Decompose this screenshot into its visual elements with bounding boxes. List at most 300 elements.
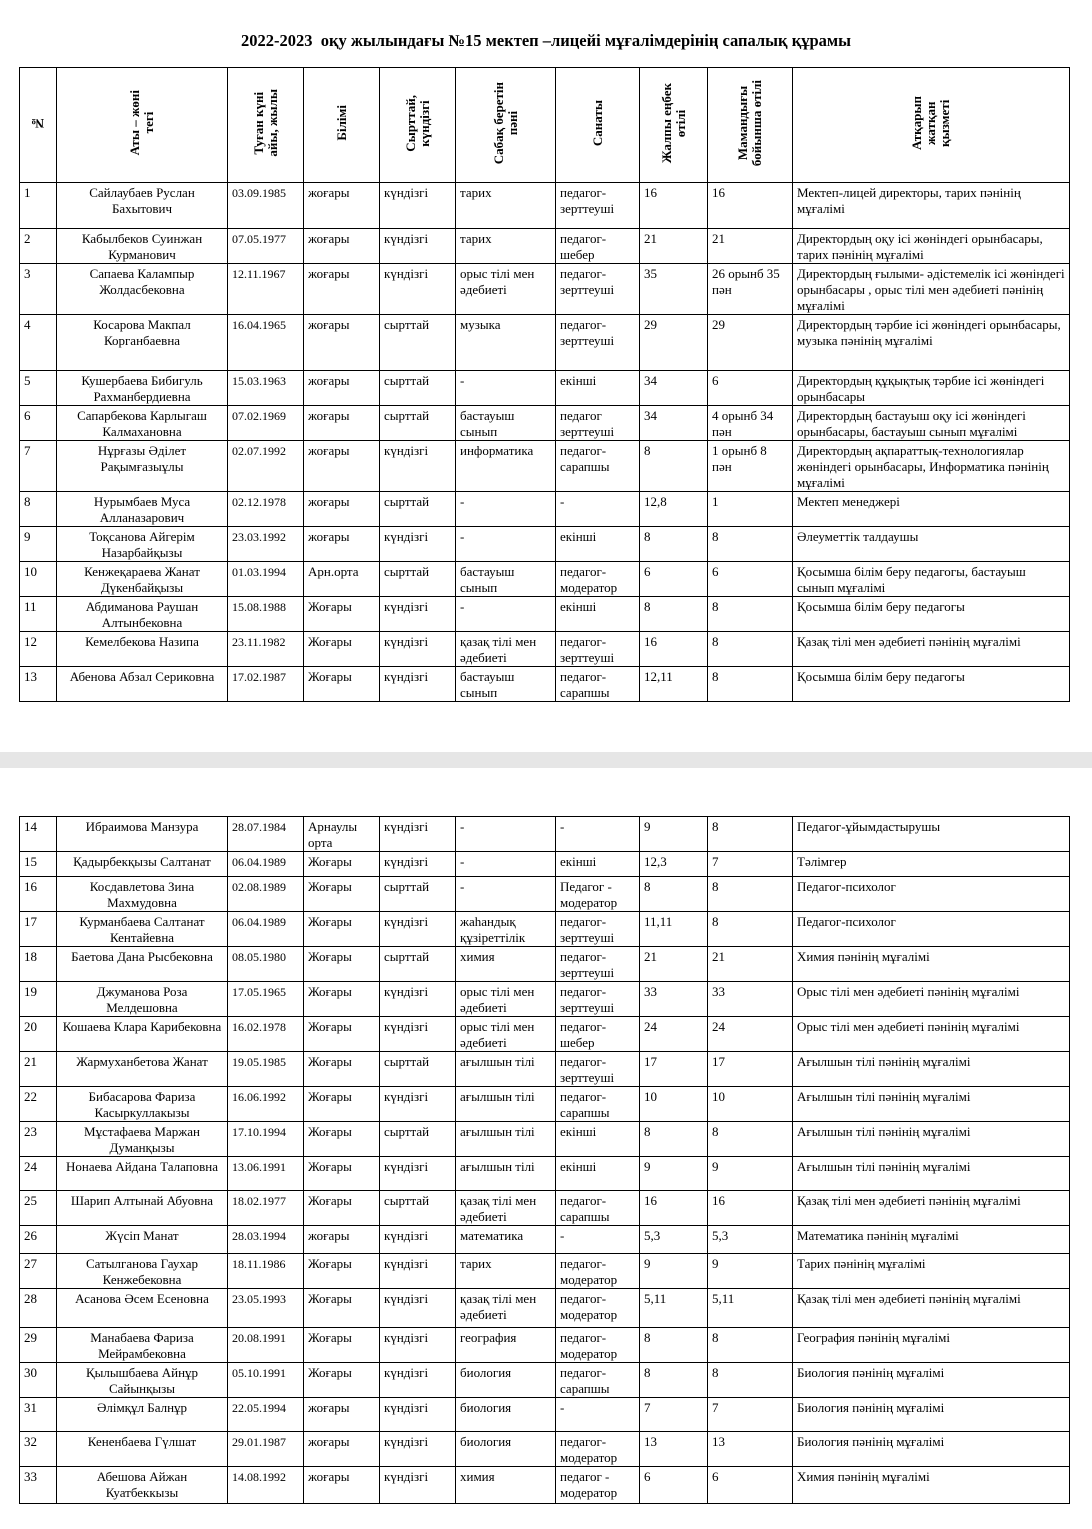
cell-study-form: күндізгі: [380, 527, 456, 562]
cell-subject: биология: [456, 1432, 556, 1467]
cell-specialty-experience: 6: [708, 1467, 793, 1504]
cell-birth-date: 17.05.1965: [228, 982, 304, 1017]
cell-number: 6: [20, 406, 57, 441]
cell-education: Жоғары: [304, 1157, 380, 1191]
cell-total-experience: 8: [640, 527, 708, 562]
cell-subject: -: [456, 492, 556, 527]
header-dob: Туған күні айы, жылы: [228, 68, 304, 183]
header-total-experience: Жалпы еңбек өтілі: [640, 68, 708, 183]
cell-position: Тарих пәнінің мұғалімі: [793, 1254, 1070, 1289]
cell-subject: қазақ тілі мен әдебиеті: [456, 1191, 556, 1226]
cell-total-experience: 8: [640, 1328, 708, 1363]
cell-education: жоғары: [304, 527, 380, 562]
cell-total-experience: 9: [640, 817, 708, 852]
cell-total-experience: 13: [640, 1432, 708, 1467]
cell-position: Математика пәнінің мұғалімі: [793, 1226, 1070, 1254]
cell-study-form: сырттай: [380, 947, 456, 982]
cell-name: Курманбаева Салтанат Кентайевна: [57, 912, 228, 947]
cell-study-form: сырттай: [380, 492, 456, 527]
cell-specialty-experience: 8: [708, 1363, 793, 1398]
cell-name: Косарова Макпал Корганбаевна: [57, 315, 228, 371]
cell-subject: орыс тілі мен әдебиеті: [456, 264, 556, 315]
cell-number: 14: [20, 817, 57, 852]
document-page-1: [0, 0, 1092, 752]
cell-specialty-experience: 13: [708, 1432, 793, 1467]
cell-education: Жоғары: [304, 852, 380, 877]
cell-birth-date: 13.06.1991: [228, 1157, 304, 1191]
cell-number: 1: [20, 183, 57, 229]
cell-number: 10: [20, 562, 57, 597]
cell-position: Тәлімгер: [793, 852, 1070, 877]
cell-subject: -: [456, 527, 556, 562]
cell-name: Жүсіп Манат: [57, 1226, 228, 1254]
cell-specialty-experience: 7: [708, 852, 793, 877]
cell-birth-date: 03.09.1985: [228, 183, 304, 229]
cell-subject: тарих: [456, 1254, 556, 1289]
cell-specialty-experience: 10: [708, 1087, 793, 1122]
cell-name: Кошаева Клара Карибековна: [57, 1017, 228, 1052]
cell-category: екінші: [556, 597, 640, 632]
cell-subject: тарих: [456, 229, 556, 264]
cell-position: Биология пәнінің мұғалімі: [793, 1398, 1070, 1432]
cell-name: Джуманова Роза Мелдешовна: [57, 982, 228, 1017]
cell-specialty-experience: 29: [708, 315, 793, 371]
cell-name: Сайлаубаев Руслан Бахытович: [57, 183, 228, 229]
cell-subject: география: [456, 1328, 556, 1363]
table-row: [20, 229, 1070, 264]
header-no: №: [20, 68, 57, 183]
cell-name: Абешова Айжан Куатбеккызы: [57, 1467, 228, 1504]
cell-position: Директордың тәрбие ісі жөніндегі орынбасары, музыка пәнінің мұғалімі: [793, 315, 1070, 371]
cell-subject: бастауыш сынып: [456, 406, 556, 441]
cell-position: Ағылшын тілі пәнінің мұғалімі: [793, 1087, 1070, 1122]
cell-education: Арн.орта: [304, 562, 380, 597]
cell-name: Жармуханбетова Жанат: [57, 1052, 228, 1087]
cell-birth-date: 16.06.1992: [228, 1087, 304, 1122]
cell-education: Жоғары: [304, 1122, 380, 1157]
cell-study-form: күндізгі: [380, 912, 456, 947]
cell-name: Қадырбекқызы Салтанат: [57, 852, 228, 877]
cell-number: 33: [20, 1467, 57, 1504]
cell-education: Жоғары: [304, 1052, 380, 1087]
cell-number: 21: [20, 1052, 57, 1087]
cell-birth-date: 20.08.1991: [228, 1328, 304, 1363]
cell-subject: ағылшын тілі: [456, 1087, 556, 1122]
cell-subject: ағылшын тілі: [456, 1157, 556, 1191]
table-row: [20, 492, 1070, 527]
cell-position: Директордың ақпараттық-технологиялар жөніндегі орынбасары, Информатика пәнінің мұғалімі: [793, 441, 1070, 492]
table-row: [20, 982, 1070, 1017]
cell-subject: информатика: [456, 441, 556, 492]
cell-name: Сапарбекова Карлыгаш Калмахановна: [57, 406, 228, 441]
table-row: [20, 1122, 1070, 1157]
cell-number: 25: [20, 1191, 57, 1226]
header-form: Сырттай, күндізгі: [380, 68, 456, 183]
cell-position: Қазақ тілі мен әдебиеті пәнінің мұғалімі: [793, 1191, 1070, 1226]
cell-name: Косдавлетова Зина Махмудовна: [57, 877, 228, 912]
cell-study-form: сырттай: [380, 1191, 456, 1226]
table-row: [20, 947, 1070, 982]
cell-subject: математика: [456, 1226, 556, 1254]
cell-name: Шарип Алтынай Абуовна: [57, 1191, 228, 1226]
document-title: 2022-2023 оқу жылындағы №15 мектеп –лицейі мұғалімдерінің сапалық құрамы: [240, 31, 851, 50]
cell-position: Директордың бастауыш оқу ісі жөніндегі орынбасары, бастауыш сынып мұғалімі: [793, 406, 1070, 441]
cell-specialty-experience: 8: [708, 912, 793, 947]
cell-name: Нурымбаев Муса Алланазарович: [57, 492, 228, 527]
cell-study-form: күндізгі: [380, 1289, 456, 1328]
cell-study-form: күндізгі: [380, 667, 456, 702]
table-row: [20, 441, 1070, 492]
table-row: [20, 315, 1070, 371]
cell-name: Бибасарова Фариза Касыркуллакызы: [57, 1087, 228, 1122]
cell-education: Жоғары: [304, 1254, 380, 1289]
cell-name: Нұрғазы Әділет Рақымғазыұлы: [57, 441, 228, 492]
cell-total-experience: 21: [640, 229, 708, 264]
cell-specialty-experience: 6: [708, 562, 793, 597]
cell-number: 20: [20, 1017, 57, 1052]
table-row: [20, 1052, 1070, 1087]
header-category: Санаты: [556, 68, 640, 183]
cell-birth-date: 23.11.1982: [228, 632, 304, 667]
table-row: [20, 1328, 1070, 1363]
cell-position: Ағылшын тілі пәнінің мұғалімі: [793, 1157, 1070, 1191]
cell-birth-date: 17.02.1987: [228, 667, 304, 702]
cell-study-form: күндізгі: [380, 632, 456, 667]
cell-specialty-experience: 5,11: [708, 1289, 793, 1328]
table-row: [20, 1191, 1070, 1226]
cell-category: педагог-сарапшы: [556, 1191, 640, 1226]
cell-education: Жоғары: [304, 667, 380, 702]
cell-specialty-experience: 26 орынб 35 пән: [708, 264, 793, 315]
cell-education: Жоғары: [304, 1017, 380, 1052]
cell-category: екінші: [556, 527, 640, 562]
table-row: [20, 1289, 1070, 1328]
cell-specialty-experience: 1: [708, 492, 793, 527]
cell-specialty-experience: 8: [708, 527, 793, 562]
cell-name: Әлімқұл Балнұр: [57, 1398, 228, 1432]
cell-birth-date: 07.05.1977: [228, 229, 304, 264]
cell-birth-date: 16.04.1965: [228, 315, 304, 371]
table-row: [20, 1017, 1070, 1052]
cell-position: Қосымша білім беру педагогы: [793, 667, 1070, 702]
cell-number: 24: [20, 1157, 57, 1191]
cell-number: 5: [20, 371, 57, 406]
cell-category: педагог-сарапшы: [556, 667, 640, 702]
cell-number: 8: [20, 492, 57, 527]
table-row: [20, 1157, 1070, 1191]
cell-specialty-experience: 1 орынб 8 пән: [708, 441, 793, 492]
cell-subject: -: [456, 877, 556, 912]
cell-subject: ағылшын тілі: [456, 1122, 556, 1157]
cell-category: педагог - модератор: [556, 1467, 640, 1504]
cell-education: Жоғары: [304, 1191, 380, 1226]
cell-total-experience: 6: [640, 1467, 708, 1504]
cell-position: Педагог-ұйымдастырушы: [793, 817, 1070, 852]
cell-study-form: күндізгі: [380, 1087, 456, 1122]
cell-name: Асанова Әсем Есеновна: [57, 1289, 228, 1328]
cell-category: педагог-модератор: [556, 1254, 640, 1289]
cell-study-form: сырттай: [380, 877, 456, 912]
cell-birth-date: 29.01.1987: [228, 1432, 304, 1467]
cell-subject: -: [456, 817, 556, 852]
cell-total-experience: 17: [640, 1052, 708, 1087]
cell-specialty-experience: 9: [708, 1254, 793, 1289]
cell-number: 31: [20, 1398, 57, 1432]
cell-specialty-experience: 4 орынб 34 пән: [708, 406, 793, 441]
cell-category: педагог-модератор: [556, 562, 640, 597]
cell-category: -: [556, 492, 640, 527]
cell-birth-date: 01.03.1994: [228, 562, 304, 597]
cell-birth-date: 02.08.1989: [228, 877, 304, 912]
cell-position: Биология пәнінің мұғалімі: [793, 1363, 1070, 1398]
cell-study-form: күндізгі: [380, 1157, 456, 1191]
cell-position: Ағылшын тілі пәнінің мұғалімі: [793, 1122, 1070, 1157]
cell-specialty-experience: 8: [708, 817, 793, 852]
cell-number: 29: [20, 1328, 57, 1363]
cell-name: Мұстафаева Маржан Думанқызы: [57, 1122, 228, 1157]
cell-education: Жоғары: [304, 912, 380, 947]
cell-subject: бастауыш сынып: [456, 667, 556, 702]
cell-total-experience: 16: [640, 632, 708, 667]
cell-number: 12: [20, 632, 57, 667]
cell-education: жоғары: [304, 1432, 380, 1467]
cell-position: Орыс тілі мен әдебиеті пәнінің мұғалімі: [793, 982, 1070, 1017]
cell-specialty-experience: 16: [708, 1191, 793, 1226]
cell-specialty-experience: 6: [708, 371, 793, 406]
cell-birth-date: 02.07.1992: [228, 441, 304, 492]
cell-study-form: күндізгі: [380, 597, 456, 632]
cell-number: 19: [20, 982, 57, 1017]
cell-total-experience: 29: [640, 315, 708, 371]
cell-category: педагог-сарапшы: [556, 1087, 640, 1122]
cell-subject: химия: [456, 947, 556, 982]
cell-subject: ағылшын тілі: [456, 1052, 556, 1087]
cell-number: 23: [20, 1122, 57, 1157]
cell-category: педагог-зерттеуші: [556, 315, 640, 371]
cell-category: педагог-зерттеуші: [556, 1052, 640, 1087]
cell-total-experience: 5,11: [640, 1289, 708, 1328]
cell-subject: -: [456, 852, 556, 877]
cell-name: Ибраимова Манзура: [57, 817, 228, 852]
cell-education: Жоғары: [304, 1087, 380, 1122]
header-name: Аты – жөні тегі: [57, 68, 228, 183]
cell-specialty-experience: 8: [708, 877, 793, 912]
cell-study-form: күндізгі: [380, 1328, 456, 1363]
cell-specialty-experience: 21: [708, 947, 793, 982]
cell-education: жоғары: [304, 1226, 380, 1254]
cell-birth-date: 28.03.1994: [228, 1226, 304, 1254]
table-row: [20, 1398, 1070, 1432]
cell-specialty-experience: 16: [708, 183, 793, 229]
table-row: [20, 406, 1070, 441]
cell-category: педагог-зерттеуші: [556, 264, 640, 315]
table-row: [20, 1254, 1070, 1289]
cell-study-form: күндізгі: [380, 229, 456, 264]
cell-study-form: күндізгі: [380, 817, 456, 852]
cell-category: педагог-зерттеуші: [556, 632, 640, 667]
cell-birth-date: 28.07.1984: [228, 817, 304, 852]
cell-birth-date: 19.05.1985: [228, 1052, 304, 1087]
cell-category: педагог зерттеуші: [556, 406, 640, 441]
table-body-page-1: [20, 183, 1070, 702]
cell-total-experience: 8: [640, 877, 708, 912]
cell-subject: -: [456, 597, 556, 632]
table-row: [20, 852, 1070, 877]
cell-number: 16: [20, 877, 57, 912]
cell-total-experience: 12,8: [640, 492, 708, 527]
cell-study-form: күндізгі: [380, 852, 456, 877]
cell-category: педагог-модератор: [556, 1328, 640, 1363]
cell-specialty-experience: 17: [708, 1052, 793, 1087]
cell-study-form: күндізгі: [380, 264, 456, 315]
cell-birth-date: 14.08.1992: [228, 1467, 304, 1504]
cell-birth-date: 18.02.1977: [228, 1191, 304, 1226]
cell-study-form: күндізгі: [380, 183, 456, 229]
table-row: [20, 817, 1070, 852]
cell-category: -: [556, 1398, 640, 1432]
table-body-page-2: [20, 817, 1070, 1504]
cell-name: Сатылганова Гаухар Кенжебековна: [57, 1254, 228, 1289]
cell-education: жоғары: [304, 183, 380, 229]
cell-total-experience: 16: [640, 183, 708, 229]
cell-number: 32: [20, 1432, 57, 1467]
cell-specialty-experience: 8: [708, 632, 793, 667]
cell-number: 2: [20, 229, 57, 264]
header-position: Атқарып жатқан қызметі: [793, 68, 1070, 183]
cell-name: Кушербаева Бибигуль Рахманбердиевна: [57, 371, 228, 406]
cell-total-experience: 10: [640, 1087, 708, 1122]
table-row: [20, 912, 1070, 947]
cell-study-form: сырттай: [380, 1122, 456, 1157]
cell-name: Абдиманова Раушан Алтынбековна: [57, 597, 228, 632]
cell-education: жоғары: [304, 1398, 380, 1432]
cell-name: Кабылбеков Суинжан Курманович: [57, 229, 228, 264]
cell-position: Биология пәнінің мұғалімі: [793, 1432, 1070, 1467]
cell-education: Жоғары: [304, 1363, 380, 1398]
table-row: [20, 1087, 1070, 1122]
cell-category: педагог-зерттеуші: [556, 183, 640, 229]
cell-total-experience: 8: [640, 441, 708, 492]
cell-number: 27: [20, 1254, 57, 1289]
cell-name: Нонаева Айдана Талаповна: [57, 1157, 228, 1191]
cell-subject: жаһандық құзіреттілік: [456, 912, 556, 947]
cell-number: 13: [20, 667, 57, 702]
header-specialty-experience: Мамандығы бойынша өтілі: [708, 68, 793, 183]
table-row: [20, 527, 1070, 562]
cell-position: Химия пәнінің мұғалімі: [793, 947, 1070, 982]
cell-position: Директордың құқықтық тәрбие ісі жөніндегі орынбасары: [793, 371, 1070, 406]
cell-position: Педагог-психолог: [793, 912, 1070, 947]
cell-subject: биология: [456, 1363, 556, 1398]
cell-total-experience: 34: [640, 406, 708, 441]
cell-subject: қазақ тілі мен әдебиеті: [456, 1289, 556, 1328]
cell-total-experience: 21: [640, 947, 708, 982]
cell-education: Жоғары: [304, 982, 380, 1017]
cell-number: 22: [20, 1087, 57, 1122]
cell-total-experience: 7: [640, 1398, 708, 1432]
cell-position: Қазақ тілі мен әдебиеті пәнінің мұғалімі: [793, 1289, 1070, 1328]
cell-specialty-experience: 7: [708, 1398, 793, 1432]
cell-position: Директордың оқу ісі жөніндегі орынбасары, тарих пәнінің мұғалімі: [793, 229, 1070, 264]
cell-subject: музыка: [456, 315, 556, 371]
cell-total-experience: 35: [640, 264, 708, 315]
cell-education: Жоғары: [304, 597, 380, 632]
document-page-2: [0, 768, 1092, 1529]
cell-study-form: күндізгі: [380, 1398, 456, 1432]
cell-total-experience: 5,3: [640, 1226, 708, 1254]
cell-birth-date: 23.03.1992: [228, 527, 304, 562]
cell-birth-date: 05.10.1991: [228, 1363, 304, 1398]
cell-name: Кененбаева Гүлшат: [57, 1432, 228, 1467]
cell-total-experience: 8: [640, 1363, 708, 1398]
cell-specialty-experience: 9: [708, 1157, 793, 1191]
cell-study-form: сырттай: [380, 562, 456, 597]
cell-birth-date: 08.05.1980: [228, 947, 304, 982]
cell-birth-date: 06.04.1989: [228, 852, 304, 877]
cell-education: жоғары: [304, 441, 380, 492]
table-row: [20, 597, 1070, 632]
cell-number: 3: [20, 264, 57, 315]
cell-subject: бастауыш сынып: [456, 562, 556, 597]
cell-position: Ағылшын тілі пәнінің мұғалімі: [793, 1052, 1070, 1087]
cell-name: Абенова Абзал Сериковна: [57, 667, 228, 702]
cell-total-experience: 34: [640, 371, 708, 406]
cell-name: Тоқсанова Айгерім Назарбайқызы: [57, 527, 228, 562]
cell-subject: биология: [456, 1398, 556, 1432]
table-row: [20, 183, 1070, 229]
cell-category: Педагог - модератор: [556, 877, 640, 912]
cell-position: Мектеп-лицей директоры, тарих пәнінің мұғалімі: [793, 183, 1070, 229]
cell-subject: орыс тілі мен әдебиеті: [456, 1017, 556, 1052]
table-row: [20, 1432, 1070, 1467]
staff-table-page-1: [19, 67, 1070, 702]
cell-birth-date: 17.10.1994: [228, 1122, 304, 1157]
cell-specialty-experience: 8: [708, 1328, 793, 1363]
cell-position: Мектеп менеджері: [793, 492, 1070, 527]
cell-category: екінші: [556, 371, 640, 406]
table-row: [20, 1467, 1070, 1504]
cell-position: Химия пәнінің мұғалімі: [793, 1467, 1070, 1504]
table-row: [20, 264, 1070, 315]
cell-total-experience: 24: [640, 1017, 708, 1052]
cell-study-form: сырттай: [380, 371, 456, 406]
cell-category: -: [556, 1226, 640, 1254]
cell-name: Манабаева Фариза Мейрамбековна: [57, 1328, 228, 1363]
cell-total-experience: 6: [640, 562, 708, 597]
staff-table-page-2: [19, 816, 1070, 1504]
cell-category: екінші: [556, 1157, 640, 1191]
cell-total-experience: 11,11: [640, 912, 708, 947]
cell-category: педагог-модератор: [556, 1432, 640, 1467]
cell-category: педагог-зерттеуші: [556, 982, 640, 1017]
cell-education: Жоғары: [304, 1289, 380, 1328]
cell-position: Директордың ғылыми- әдістемелік ісі жөніндегі орынбасары , орыс тілі мен әдебиеті пәнінің мұғалімі: [793, 264, 1070, 315]
cell-birth-date: 18.11.1986: [228, 1254, 304, 1289]
cell-category: -: [556, 817, 640, 852]
cell-specialty-experience: 21: [708, 229, 793, 264]
cell-birth-date: 22.05.1994: [228, 1398, 304, 1432]
cell-category: педагог-зерттеуші: [556, 912, 640, 947]
cell-education: жоғары: [304, 229, 380, 264]
cell-position: Қосымша білім беру педагогы, бастауыш сынып мұғалімі: [793, 562, 1070, 597]
cell-total-experience: 16: [640, 1191, 708, 1226]
cell-category: екінші: [556, 1122, 640, 1157]
cell-number: 9: [20, 527, 57, 562]
cell-specialty-experience: 5,3: [708, 1226, 793, 1254]
cell-number: 26: [20, 1226, 57, 1254]
cell-study-form: күндізгі: [380, 1017, 456, 1052]
cell-subject: орыс тілі мен әдебиеті: [456, 982, 556, 1017]
